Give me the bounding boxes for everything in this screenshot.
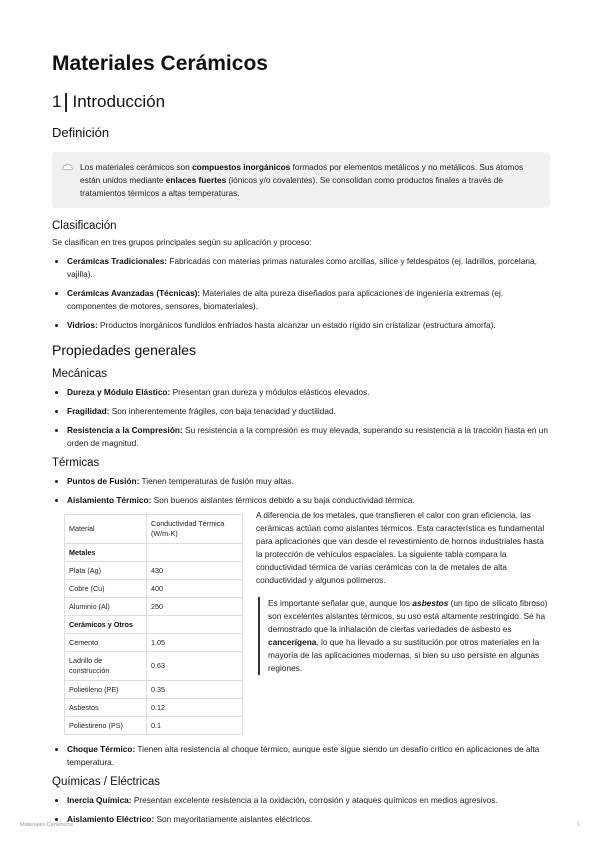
- list-item: • Puntos de Fusión: Tienen temperaturas de fusión muy altas.: [67, 475, 550, 488]
- thermal-paragraph: A diferencia de los metales, que transfieren el calor con gran eficiencia, las cerámicas actúan como aislantes térmicos. Esta característica es fundamental para aplicaciones que van desde el revestimiento de hornos industriales hasta la protección de vehículos espaciales. La siguiente tabla compara la conductividad térmica de varias cerámicas con la de metales de alta conductividad y algunos polímeros.: [256, 510, 545, 585]
- quote-text: Es importante señalar que, aunque los asbestos (un tipo de silicato fibroso) son excelentes aislantes térmicos, su uso está altamente restringido. Se ha demostrado que la inhalación de ciertas variedades de asbesto es cancerígena, lo que ha llevado a su sustitución por otros materiales en la mayoría de las aplicaciones modernas, si bien su uso persiste en algunas regiones.: [268, 598, 548, 673]
- definition-text: Los materiales cerámicos son compuestos inorgánicos formados por elementos metálicos y no metálicos. Sus átomos están unidos mediante enlaces fuertes (iónicos y/o covalentes). Se consolidan como productos finales a través de tratamientos térmicos a altas temperaturas.: [80, 162, 524, 198]
- list-item: • Cerámicas Avanzadas (Técnicas): Materiales de alta pureza diseñados para aplicaciones de ingeniería extremas (ej. componentes de motores, sensores, biomateriales).: [67, 287, 550, 313]
- mechanical-list: [52, 386, 550, 450]
- table-row: Cobre (Cu) 400: [65, 580, 243, 598]
- footer-title: Materiales Cerámicos: [20, 822, 74, 828]
- thermal-heading: Térmicas: [52, 457, 100, 469]
- list-item: • Choque Térmico: Tienen alta resistencia al choque térmico, aunque este sigue siendo un desafío crítico en aplicaciones de alta temperatura.: [67, 743, 550, 769]
- table-header-cell: Material: [65, 515, 147, 544]
- page-title: Materiales Cerámicos: [52, 52, 268, 75]
- list-item: • Inercia Química: Presentan excelente resistencia a la oxidación, corrosión y ataques químicos en medios agresivos.: [67, 794, 550, 807]
- table-row: Ladrillo de construcción 0.63: [65, 652, 243, 681]
- section-title: Introducción: [72, 92, 166, 111]
- table-row: Plata (Ag) 430: [65, 562, 243, 580]
- thermal-table-section: [64, 509, 550, 735]
- document-page: [52, 52, 550, 832]
- table-row: Aluminio (Al) 250: [65, 598, 243, 616]
- page-number: 1: [576, 822, 580, 828]
- list-item: • Vidrios: Productos inorgánicos fundidos enfriados hasta alcanzar un estado rígido sin cristalizar (estructura amorfa).: [67, 319, 550, 332]
- list-item: • Cerámicas Tradicionales: Fabricadas con materias primas naturales como arcillas, sílice y feldespatos (ej. ladrillos, porcelana, vajilla).: [67, 255, 550, 281]
- table-group-row: Metales: [65, 544, 243, 562]
- table-header-cell: Conductividad Térmica (W/m·K): [147, 515, 243, 544]
- asbestos-quote: [258, 597, 550, 675]
- section-number: 1: [52, 92, 62, 111]
- classification-intro: Se clasifican en tres grupos principales según su aplicación y proceso:: [52, 237, 312, 247]
- definition-callout: [52, 152, 550, 208]
- properties-heading: Propiedades generales: [52, 342, 196, 358]
- mechanical-heading: Mecánicas: [52, 368, 107, 380]
- table-row: Polietileno (PE) 0.35: [65, 681, 243, 699]
- table-row: Asbestos 0.12: [65, 699, 243, 717]
- thermal-list: [52, 475, 550, 507]
- list-item: • Fragilidad: Son inherentemente frágiles, con baja tenacidad y ductilidad.: [67, 405, 550, 418]
- list-item: • Aislamiento Eléctrico: Son mayoritariamente aislantes eléctricos.: [67, 813, 550, 826]
- heading-divider: [65, 93, 67, 112]
- table-row: Poliestireno (PS) 0.1: [65, 717, 243, 735]
- cloud-icon: [61, 160, 74, 173]
- thermal-shock-list: [52, 743, 550, 769]
- classification-heading: Clasificación: [52, 220, 117, 232]
- list-item: • Aislamiento Térmico: Son buenos aislantes térmicos debido a su baja conductividad térmica.: [67, 494, 550, 507]
- page-footer: [20, 822, 580, 828]
- list-item: • Dureza y Módulo Elástico: Presentan gran dureza y módulos elásticos elevados.: [67, 386, 550, 399]
- classification-list: [52, 255, 550, 332]
- list-item: • Resistencia a la Compresión: Su resistencia a la compresión es muy elevada, superando su resistencia a la tracción hasta en un orden de magnitud.: [67, 424, 550, 450]
- conductivity-table: [64, 514, 243, 735]
- chemical-electrical-heading: Químicas / Eléctricas: [52, 776, 160, 788]
- definition-heading: Definición: [52, 125, 110, 140]
- table-side-text: [256, 509, 550, 735]
- section-1-heading: [52, 92, 550, 112]
- table-group-row: Cerámicos y Otros: [65, 616, 243, 634]
- table-header-row: [65, 515, 243, 544]
- table-row: Cemento 1.05: [65, 634, 243, 652]
